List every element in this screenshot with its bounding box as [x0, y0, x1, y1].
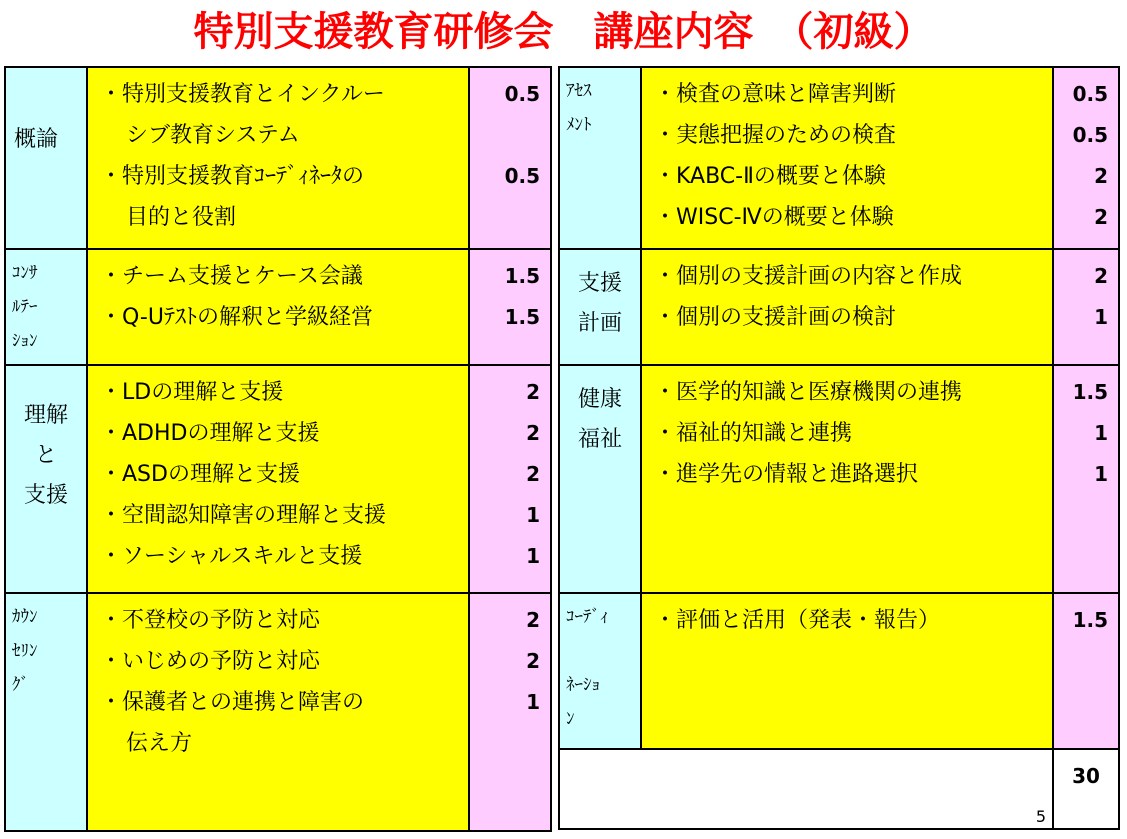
topic-item-continuation — [88, 115, 468, 156]
category-label: 計画 — [577, 311, 622, 336]
topic-item: ・Q-Uﾃｽﾄの解釈と学級経営 — [100, 305, 373, 330]
topic-cell — [87, 67, 469, 249]
topic-item: ・個別の支援計画の内容と作成 — [654, 264, 963, 289]
hours-value: 2 — [1094, 205, 1108, 229]
topic-cell — [641, 67, 1053, 249]
topic-item: ・KABC-Ⅱの概要と体験 — [654, 164, 886, 189]
hours-value: 2 — [526, 380, 540, 404]
category-label: 概論 — [14, 127, 59, 152]
topic-item: ・チーム支援とケース会議 — [100, 264, 363, 289]
topic-cell — [641, 365, 1053, 593]
topic-item: ・検査の意味と障害判断 — [654, 82, 897, 107]
topic-text: シブ教育システム — [126, 123, 300, 148]
category-cell — [5, 249, 87, 365]
hours-value: 1.5 — [1072, 380, 1108, 404]
category-label: 理解 — [23, 403, 68, 428]
topic-item: ・特別支援教育とインクルー — [100, 82, 385, 107]
hours-value: 0.5 — [504, 164, 540, 188]
category-cell — [559, 593, 641, 749]
category-label: と — [34, 443, 57, 468]
topic-item: ・ソーシャルスキルと支援 — [100, 544, 363, 569]
topic-item: ・ASDの理解と支援 — [100, 462, 300, 487]
topic-cell — [641, 249, 1053, 365]
total-blank-cell — [559, 749, 1053, 829]
hours-value: 2 — [526, 649, 540, 673]
hours-cell — [1053, 365, 1119, 593]
category-label: 支援 — [23, 483, 68, 508]
hours-value: 1 — [1094, 462, 1108, 486]
right-section-row — [559, 249, 1119, 365]
category-label: ｼｮﾝ — [12, 331, 38, 351]
hours-value: 0.5 — [1072, 82, 1108, 106]
category-label: ｾﾘﾝ — [12, 641, 38, 661]
category-label: 福祉 — [577, 427, 622, 452]
category-label: ｱｾｽ — [566, 81, 592, 101]
right-section-row — [559, 365, 1119, 593]
left-section-row — [5, 67, 551, 249]
topic-item-continuation — [88, 723, 468, 764]
topic-item: ・空間認知障害の理解と支援 — [100, 503, 387, 528]
left-section-row — [5, 365, 551, 593]
topic-item: ・評価と活用（発表・報告） — [654, 608, 941, 633]
category-cell — [559, 67, 641, 249]
hours-value: 1.5 — [504, 264, 540, 288]
total-hours-value: 30 — [1072, 764, 1100, 788]
left-section-row — [5, 593, 551, 831]
topic-item: ・保護者との連携と障害の — [100, 690, 365, 715]
hours-cell — [1053, 67, 1119, 249]
category-label: 支援 — [577, 271, 622, 296]
hours-cell — [1053, 593, 1119, 749]
topic-item-continuation — [88, 197, 468, 238]
topic-item: ・ADHDの理解と支援 — [100, 421, 320, 446]
category-label: ｺｰﾃﾞｨ — [566, 607, 609, 627]
hours-value: 1 — [1094, 305, 1108, 329]
category-label: ﾒﾝﾄ — [566, 115, 592, 135]
category-label: ﾈｰｼｮ — [566, 675, 600, 695]
topic-item: ・不登校の予防と対応 — [100, 608, 321, 633]
topic-cell — [87, 365, 469, 593]
topic-item: ・個別の支援計画の検討 — [654, 305, 897, 330]
page-title: 特別支援教育研修会 講座内容 （初級） — [193, 9, 934, 55]
topic-text: 伝え方 — [126, 731, 193, 756]
topic-cell — [641, 593, 1053, 749]
page-number: 5 — [1035, 807, 1046, 826]
left-section-row — [5, 249, 551, 365]
hours-value: 2 — [1094, 264, 1108, 288]
topic-cell — [87, 593, 469, 831]
topic-item: ・WISC-Ⅳの概要と体験 — [654, 205, 894, 230]
hours-value: 2 — [526, 421, 540, 445]
topic-item: ・進学先の情報と進路選択 — [654, 462, 919, 487]
hours-value: 1 — [526, 690, 540, 714]
hours-value: 1 — [1094, 421, 1108, 445]
total-hours-cell — [1053, 749, 1119, 829]
hours-value: 0.5 — [1072, 123, 1108, 147]
hours-value: 2 — [526, 608, 540, 632]
left-course-table — [4, 66, 552, 832]
category-cell — [5, 593, 87, 831]
hours-value: 1.5 — [504, 305, 540, 329]
hours-value: 2 — [1094, 164, 1108, 188]
right-section-row — [559, 593, 1119, 749]
hours-value: 0.5 — [504, 82, 540, 106]
category-cell — [5, 67, 87, 249]
category-cell — [5, 365, 87, 593]
category-label: ｸﾞ — [12, 675, 29, 695]
topic-item: ・福祉的知識と連携 — [654, 421, 853, 446]
category-cell — [559, 249, 641, 365]
hours-cell — [1053, 249, 1119, 365]
hours-cell — [469, 249, 551, 365]
topic-item: ・医学的知識と医療機関の連携 — [654, 380, 963, 405]
topic-item: ・実態把握のための検査 — [654, 123, 897, 148]
category-label: ﾙﾃｰ — [12, 297, 38, 317]
hours-cell — [469, 593, 551, 831]
right-course-table — [558, 66, 1120, 830]
topic-item: ・特別支援教育ｺｰﾃﾞｨﾈｰﾀの — [100, 164, 365, 189]
category-label: ｶｳﾝ — [12, 607, 38, 627]
hours-value: 2 — [526, 462, 540, 486]
hours-cell — [469, 67, 551, 249]
topic-text: 目的と役割 — [126, 205, 237, 230]
hours-spacer — [470, 197, 550, 238]
hours-cell — [469, 365, 551, 593]
topic-item: ・いじめの予防と対応 — [100, 649, 321, 674]
topic-cell — [87, 249, 469, 365]
hours-value: 1 — [526, 503, 540, 527]
topic-item: ・LDの理解と支援 — [100, 380, 284, 405]
hours-value: 1.5 — [1072, 608, 1108, 632]
category-label — [566, 634, 640, 668]
hours-spacer — [470, 723, 550, 764]
category-label: 健康 — [577, 387, 622, 412]
category-cell — [559, 365, 641, 593]
category-label: ﾝ — [566, 709, 575, 729]
category-label: ｺﾝｻ — [12, 263, 38, 283]
right-section-row — [559, 67, 1119, 249]
hours-spacer — [470, 115, 550, 156]
total-row — [559, 749, 1119, 829]
hours-value: 1 — [526, 544, 540, 568]
